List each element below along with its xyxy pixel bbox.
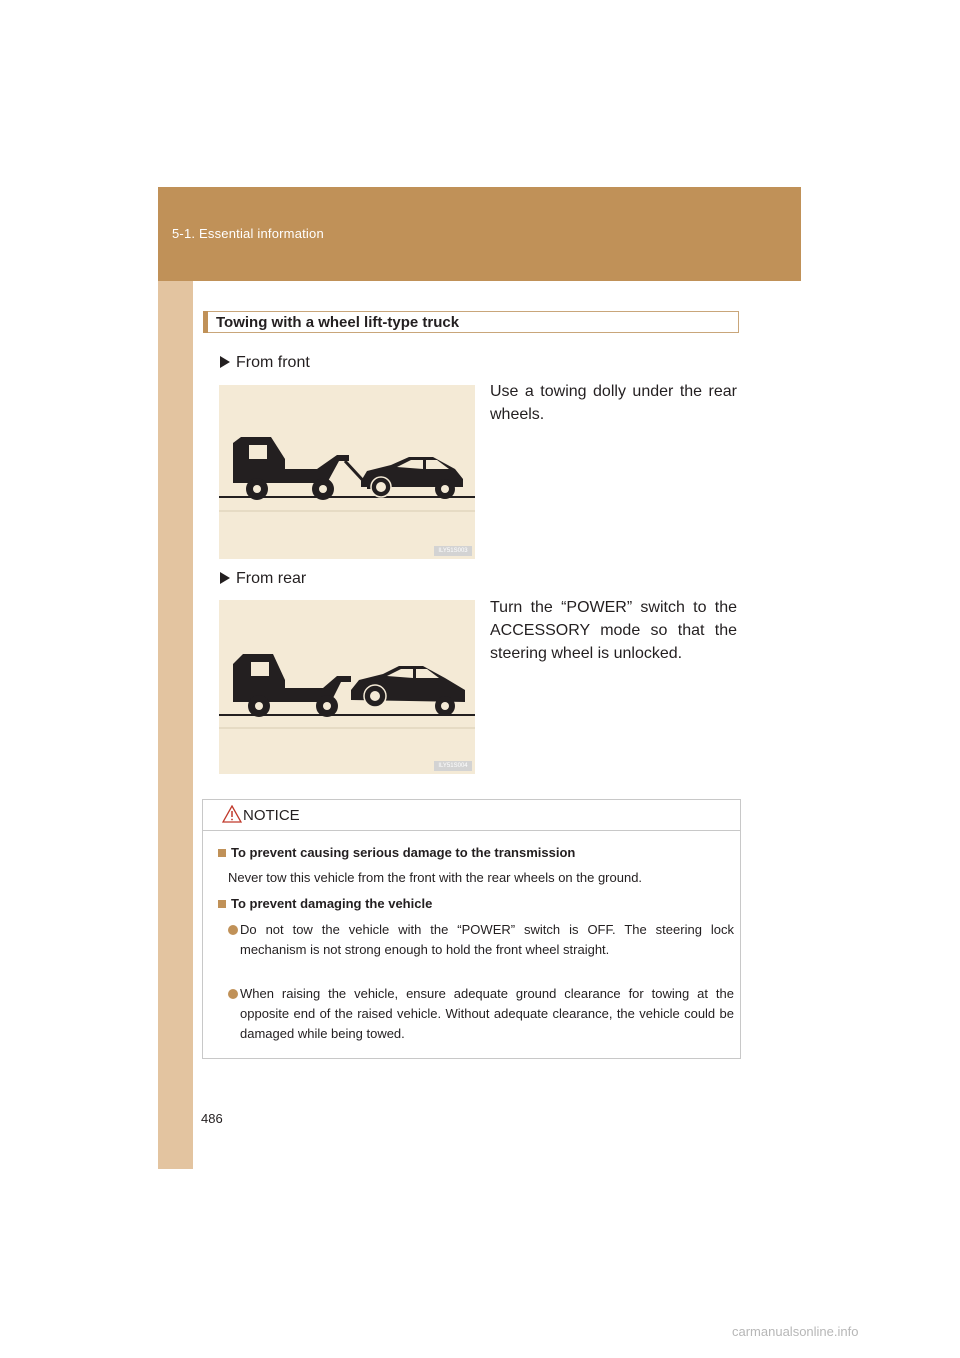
item-description-rear: Turn the “POWER” switch to the ACCESSORY mode so that the steering wheel is unlocked. [490, 599, 737, 662]
side-strip [158, 281, 193, 1169]
warning-triangle-icon [222, 805, 242, 823]
item-label-rear: From rear [220, 570, 306, 588]
notice-subheading: To prevent damaging the vehicle [218, 896, 432, 911]
item-description-front: Use a towing dolly under the rear wheels. [490, 383, 737, 423]
section-title: Towing with a wheel lift-type truck [216, 314, 460, 331]
notice-list-item: When raising the vehicle, ensure adequate ground clearance for towing at the opposite end of the raised vehicle. Without adequate clearance, the vehicle could be damaged while being towed. [228, 984, 734, 1044]
item-label-front: From front [220, 354, 310, 372]
triangle-bullet-icon [220, 356, 230, 368]
notice-body: Never tow this vehicle from the front with the rear wheels on the ground. [228, 870, 643, 885]
dot-bullet-icon [228, 925, 238, 935]
tow-from-front-illustration [219, 385, 475, 559]
heading-accent-bar [203, 311, 208, 333]
notice-label: NOTICE [243, 807, 300, 824]
triangle-bullet-icon [220, 572, 230, 584]
section-heading [203, 311, 739, 333]
dot-bullet-icon [228, 989, 238, 999]
tow-truck-rear-icon [219, 600, 475, 774]
notice-header [203, 800, 740, 831]
image-code: ILY51S004 [434, 761, 472, 771]
notice-list-item: Do not tow the vehicle with the “POWER” switch is OFF. The steering lock mechanism is not strong enough to hold the front wheel straight. [228, 920, 734, 960]
section-breadcrumb: 5-1. Essential information [172, 226, 324, 241]
tow-from-rear-illustration [219, 600, 475, 774]
watermark: carmanualsonline.info [732, 1324, 859, 1339]
page-number: 486 [201, 1111, 223, 1126]
tow-truck-front-icon [219, 385, 475, 559]
image-code: ILY51S003 [434, 546, 472, 556]
notice-subheading: To prevent causing serious damage to the transmission [218, 845, 575, 860]
square-bullet-icon [218, 900, 226, 908]
notice-box [202, 799, 741, 1059]
square-bullet-icon [218, 849, 226, 857]
